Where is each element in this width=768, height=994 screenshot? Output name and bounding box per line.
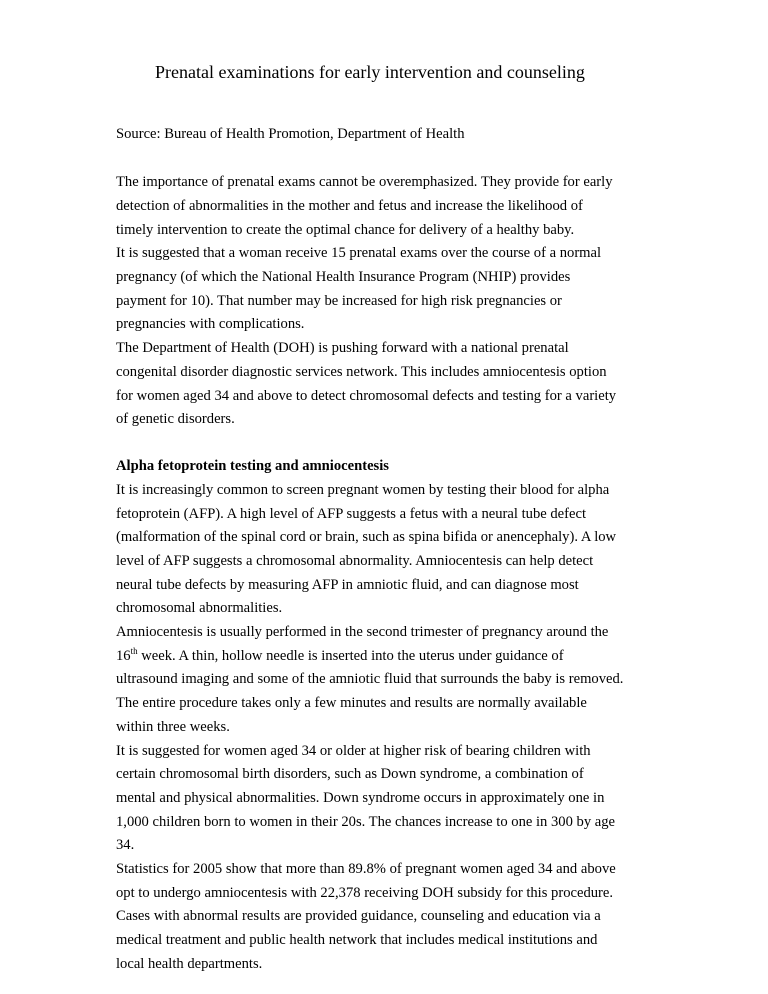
section-line: (malformation of the spinal cord or brain, such as spina bifida or anencephaly). A low [116,529,617,545]
section-line: It is suggested for women aged 34 or older at higher risk of bearing children with [116,743,591,759]
section-line: It is increasingly common to screen pregnant women by testing their blood for alpha [116,482,610,498]
ordinal-suffix: th [130,646,138,656]
week-line-text: week. A thin, hollow needle is inserted into the uterus under guidance of [137,648,564,664]
intro-line: timely intervention to create the optimal chance for delivery of a healthy baby. [116,222,575,238]
intro-line: It is suggested that a woman receive 15 prenatal exams over the course of a normal [116,245,602,261]
intro-line: detection of abnormalities in the mother and fetus and increase the likelihood of [116,198,583,214]
section-line: within three weeks. [116,719,230,735]
intro-line: The importance of prenatal exams cannot be overemphasized. They provide for early [116,174,613,190]
intro-line: for women aged 34 and above to detect chromosomal defects and testing for a variety [116,388,617,404]
section-line: 34. [116,837,135,853]
section-line: ultrasound imaging and some of the amniotic fluid that surrounds the baby is removed. [116,671,624,687]
section-line: Cases with abnormal results are provided guidance, counseling and education via a [116,908,601,924]
intro-line: pregnancies with complications. [116,316,305,332]
section-line: chromosomal abnormalities. [116,600,283,616]
week-number: 16 [116,648,131,664]
section-line: medical treatment and public health network that includes medical institutions and [116,932,598,948]
section-line: mental and physical abnormalities. Down syndrome occurs in approximately one in [116,790,605,806]
intro-line: congenital disorder diagnostic services network. This includes amniocentesis option [116,364,607,380]
week-line [116,648,564,665]
section-line: 1,000 children born to women in their 20s. The chances increase to one in 300 by age [116,814,616,830]
section-line: The entire procedure takes only a few minutes and results are normally available [116,695,587,711]
section-line: fetoprotein (AFP). A high level of AFP suggests a fetus with a neural tube defect [116,506,587,522]
section-line: opt to undergo amniocentesis with 22,378 receiving DOH subsidy for this procedure. [116,885,614,901]
section-line: level of AFP suggests a chromosomal abnormality. Amniocentesis can help detect [116,553,594,569]
intro-line: The Department of Health (DOH) is pushing forward with a national prenatal [116,340,569,356]
intro-line: of genetic disorders. [116,411,235,427]
section-line: Amniocentesis is usually performed in the second trimester of pregnancy around the [116,624,609,640]
section-line: Statistics for 2005 show that more than 89.8% of pregnant women aged 34 and above [116,861,616,877]
document-title: Prenatal examinations for early intervention and counseling [155,62,585,82]
section-line: certain chromosomal birth disorders, such as Down syndrome, a combination of [116,766,584,782]
section-line: local health departments. [116,956,263,972]
section-line: neural tube defects by measuring AFP in amniotic fluid, and can diagnose most [116,577,579,593]
intro-line: pregnancy (of which the National Health Insurance Program (NHIP) provides [116,269,571,285]
intro-line: payment for 10). That number may be increased for high risk pregnancies or [116,293,562,309]
section-heading: Alpha fetoprotein testing and amniocentesis [116,458,389,474]
source-line: Source: Bureau of Health Promotion, Department of Health [116,126,465,142]
